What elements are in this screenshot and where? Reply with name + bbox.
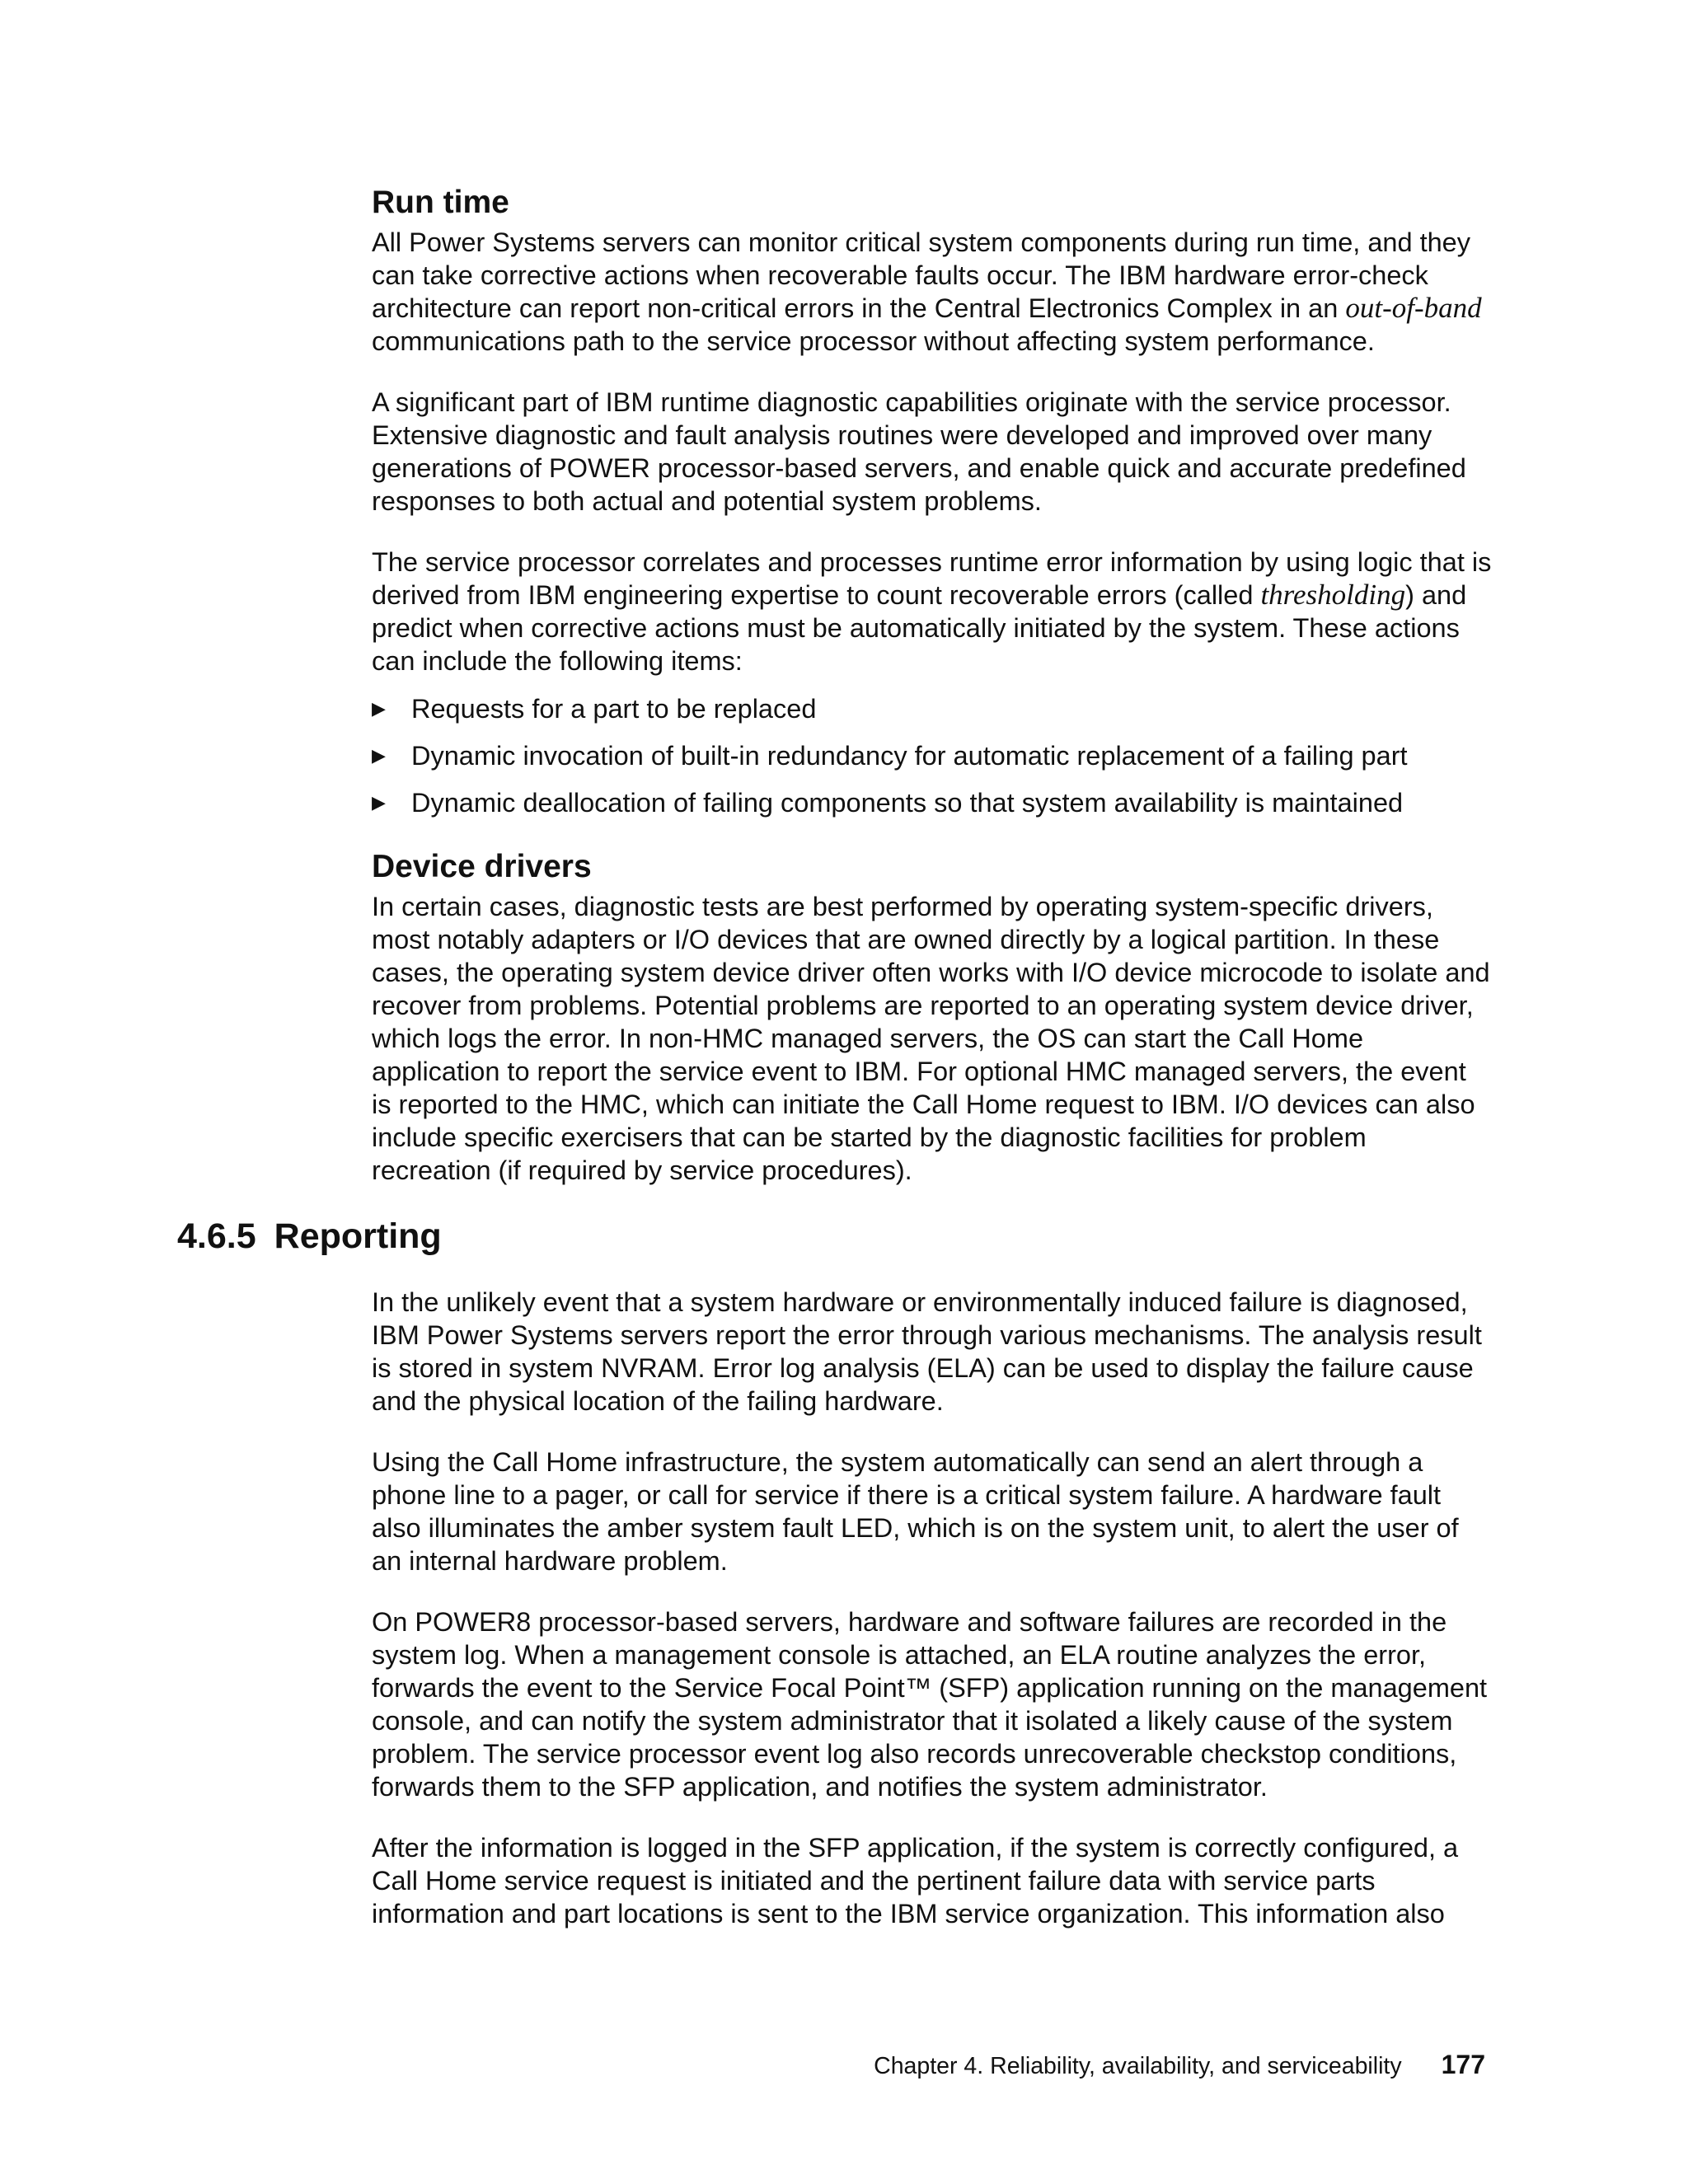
section-heading-reporting [177, 1215, 1493, 1258]
section-title: Reporting [274, 1216, 442, 1256]
device-drivers-heading: Device drivers [372, 849, 592, 884]
list-item: ▶ Dynamic deallocation of failing components so that system availability is maintained [372, 788, 1404, 818]
triangle-bullet-icon: ▶ [372, 745, 386, 766]
reporting-paragraph-1: In the unlikely event that a system hardware or environmentally induced failure is diagnosed, IBM Power Systems servers report the error through various mechanisms. The analysis result is stored in system NVRAM. Error log analysis (ELA) can be used to display the failure cause and the physical location of the failing hardware. [372, 1287, 1482, 1416]
section-number: 4.6.5 [177, 1216, 256, 1256]
triangle-bullet-icon: ▶ [372, 698, 386, 719]
reporting-paragraph-4: After the information is logged in the SFP application, if the system is correctly configured, a Call Home service request is initiated and the pertinent failure data with service parts information and part locations is sent to the IBM service organization. This information also [372, 1833, 1459, 1929]
run-time-paragraph-3: The service processor correlates and processes runtime error information by using logic that is derived from IBM engineering expertise to count recoverable errors (called thresholding) and predict when corrective actions must be automatically initiated by the system. These actions can include the following items: [372, 547, 1492, 676]
italic-term-thresholding: thresholding [1260, 579, 1406, 611]
device-drivers-paragraph: In certain cases, diagnostic tests are best performed by operating system-specific drivers, most notably adapters or I/O devices that are owned directly by a logical partition. In these cases, the operating system device driver often works with I/O device microcode to isolate and recover from problems. Potential problems are reported to an operating system device driver, which logs the error. In non-HMC managed servers, the OS can start the Call Home application to report the service event to IBM. For optional HMC managed servers, the event is reported to the HMC, which can initiate the Call Home request to IBM. I/O devices can also include specific exercisers that can be started by the diagnostic facilities for problem recreation (if required by service procedures). [372, 892, 1490, 1185]
footer-chapter-title: Chapter 4. Reliability, availability, and serviceability [874, 2053, 1402, 2079]
italic-term-out-of-band: out-of-band [1345, 292, 1482, 324]
page-content [177, 183, 1493, 1958]
list-item: ▶ Requests for a part to be replaced [372, 694, 817, 724]
run-time-bullet-list [372, 692, 1493, 819]
page-footer [874, 2050, 1485, 2081]
triangle-bullet-icon: ▶ [372, 792, 386, 813]
page-number: 177 [1441, 2050, 1485, 2079]
reporting-paragraph-3: On POWER8 processor-based servers, hardware and software failures are recorded in the system log. When a management console is attached, an ELA routine analyzes the error, forwards the event to the Service Focal Point™ (SFP) application running on the management console, and can notify the system administrator that it isolated a likely cause of the system problem. The service processor event log also records unrecoverable checkstop conditions, forwards them to the SFP application, and notifies the system administrator. [372, 1607, 1488, 1802]
run-time-paragraph-2: A significant part of IBM runtime diagnostic capabilities originate with the service processor. Extensive diagnostic and fault analysis routines were developed and improved over many generations of POWER processor-based servers, and enable quick and accurate predefined responses to both actual and potential system problems. [372, 387, 1466, 516]
list-item: ▶ Dynamic invocation of built-in redundancy for automatic replacement of a failing part [372, 741, 1408, 771]
run-time-heading: Run time [372, 185, 509, 220]
reporting-paragraph-2: Using the Call Home infrastructure, the system automatically can send an alert through a phone line to a pager, or call for service if there is a critical system failure. A hardware fault also illuminates the amber system fault LED, which is on the system unit, to alert the user of an internal hardware problem. [372, 1447, 1459, 1576]
run-time-paragraph-1: All Power Systems servers can monitor critical system components during run time, and they can take corrective actions when recoverable faults occur. The IBM hardware error-check architecture can report non-critical errors in the Central Electronics Complex in an out-of-band communications path to the service processor without affecting system performance. [372, 227, 1482, 356]
